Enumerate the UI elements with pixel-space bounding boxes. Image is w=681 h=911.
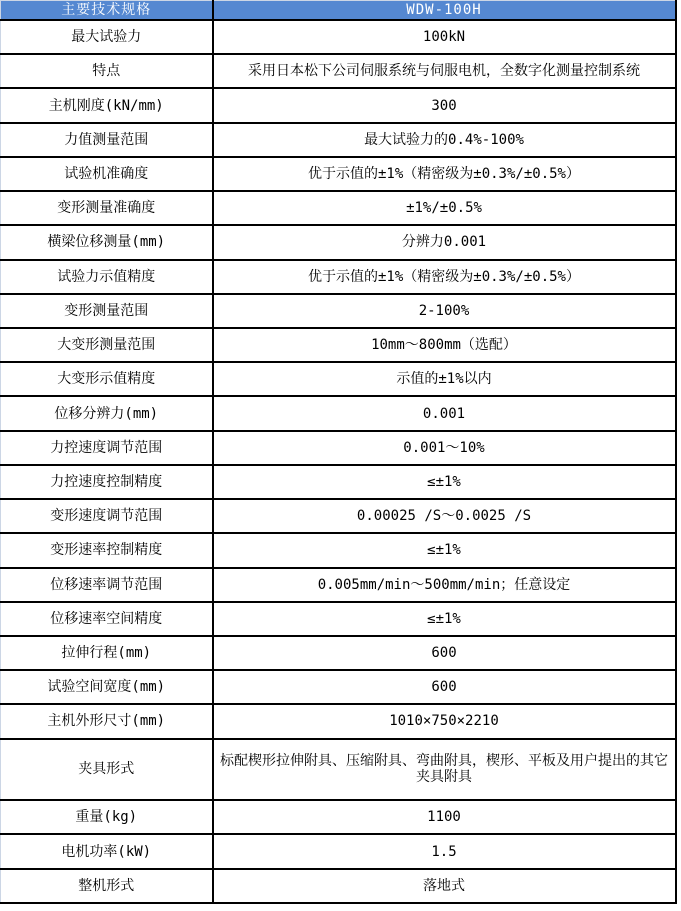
spec-row-label: 试验空间宽度(mm) — [1, 670, 213, 704]
spec-row — [1, 225, 676, 259]
spec-row-value: 0.001 — [213, 396, 676, 430]
spec-row-value: 300 — [213, 88, 676, 122]
spec-row-label: 拉伸行程(mm) — [1, 636, 213, 670]
spec-row — [1, 869, 676, 903]
spec-row-value: ≤±1% — [213, 465, 676, 499]
spec-row — [1, 800, 676, 834]
spec-row — [1, 157, 676, 191]
spec-row-value: 1.5 — [213, 834, 676, 868]
spec-row — [1, 260, 676, 294]
spec-row-value: 10mm～800mm（选配） — [213, 328, 676, 362]
spec-row — [1, 602, 676, 636]
spec-row-label: 位移分辨力(mm) — [1, 396, 213, 430]
spec-row-value: 600 — [213, 636, 676, 670]
spec-row-value: ≤±1% — [213, 533, 676, 567]
spec-row — [1, 465, 676, 499]
spec-row-label: 横梁位移测量(mm) — [1, 225, 213, 259]
spec-row-value: 采用日本松下公司伺服系统与伺服电机，全数字化测量控制系统 — [213, 54, 676, 88]
spec-row-value: 600 — [213, 670, 676, 704]
spec-row-label: 电机功率(kW) — [1, 834, 213, 868]
spec-row-label: 变形测量范围 — [1, 294, 213, 328]
spec-row-value: 分辨力0.001 — [213, 225, 676, 259]
spec-row-label: 位移速率空间精度 — [1, 602, 213, 636]
spec-row — [1, 362, 676, 396]
spec-row — [1, 739, 676, 801]
spec-row-value: 优于示值的±1%（精密级为±0.3%/±0.5%） — [213, 260, 676, 294]
spec-row-label: 试验机准确度 — [1, 157, 213, 191]
spec-row-label: 变形速率控制精度 — [1, 533, 213, 567]
spec-row-label: 大变形示值精度 — [1, 362, 213, 396]
spec-row-value: ≤±1% — [213, 602, 676, 636]
spec-row — [1, 396, 676, 430]
spec-row — [1, 328, 676, 362]
spec-row-label: 力控速度控制精度 — [1, 465, 213, 499]
spec-row-value: ±1%/±0.5% — [213, 191, 676, 225]
spec-row — [1, 20, 676, 54]
spec-row — [1, 431, 676, 465]
header-spec-label: 主要技术规格 — [1, 1, 213, 21]
spec-row-value: 0.005mm/min～500mm/min；任意设定 — [213, 568, 676, 602]
spec-row — [1, 123, 676, 157]
spec-row-value: 落地式 — [213, 869, 676, 903]
spec-row-label: 试验力示值精度 — [1, 260, 213, 294]
spec-row — [1, 834, 676, 868]
spec-row-label: 大变形测量范围 — [1, 328, 213, 362]
spec-row-value: 标配楔形拉伸附具、压缩附具、弯曲附具，楔形、平板及用户提出的其它夹具附具 — [213, 739, 676, 801]
spec-row — [1, 636, 676, 670]
spec-row-label: 主机刚度(kN/mm) — [1, 88, 213, 122]
spec-row-label: 变形速度调节范围 — [1, 499, 213, 533]
spec-table-body — [1, 20, 676, 903]
spec-row — [1, 88, 676, 122]
spec-row-label: 力值测量范围 — [1, 123, 213, 157]
spec-row-value: 1100 — [213, 800, 676, 834]
spec-row-value: 优于示值的±1%（精密级为±0.3%/±0.5%） — [213, 157, 676, 191]
spec-row-label: 重量(kg) — [1, 800, 213, 834]
spec-row — [1, 294, 676, 328]
spec-row-label: 力控速度调节范围 — [1, 431, 213, 465]
header-row — [1, 1, 676, 21]
spec-row-value: 100kN — [213, 20, 676, 54]
spec-row — [1, 670, 676, 704]
spec-row — [1, 499, 676, 533]
spec-table-header — [1, 1, 676, 21]
spec-row-value: 示值的±1%以内 — [213, 362, 676, 396]
spec-row-value: 0.00025 /S～0.0025 /S — [213, 499, 676, 533]
spec-row — [1, 54, 676, 88]
spec-row-label: 整机形式 — [1, 869, 213, 903]
spec-row — [1, 704, 676, 738]
spec-row-label: 特点 — [1, 54, 213, 88]
spec-row — [1, 191, 676, 225]
spec-row-label: 位移速率调节范围 — [1, 568, 213, 602]
spec-row-label: 主机外形尺寸(mm) — [1, 704, 213, 738]
spec-row-label: 变形测量准确度 — [1, 191, 213, 225]
spec-row — [1, 533, 676, 567]
spec-row-value: 1010×750×2210 — [213, 704, 676, 738]
spec-row-value: 0.001～10% — [213, 431, 676, 465]
spec-row-label: 夹具形式 — [1, 739, 213, 801]
spec-row-value: 2-100% — [213, 294, 676, 328]
spec-row — [1, 568, 676, 602]
header-model-name: WDW-100H — [213, 1, 676, 21]
spec-row-label: 最大试验力 — [1, 20, 213, 54]
spec-row-value: 最大试验力的0.4%-100% — [213, 123, 676, 157]
